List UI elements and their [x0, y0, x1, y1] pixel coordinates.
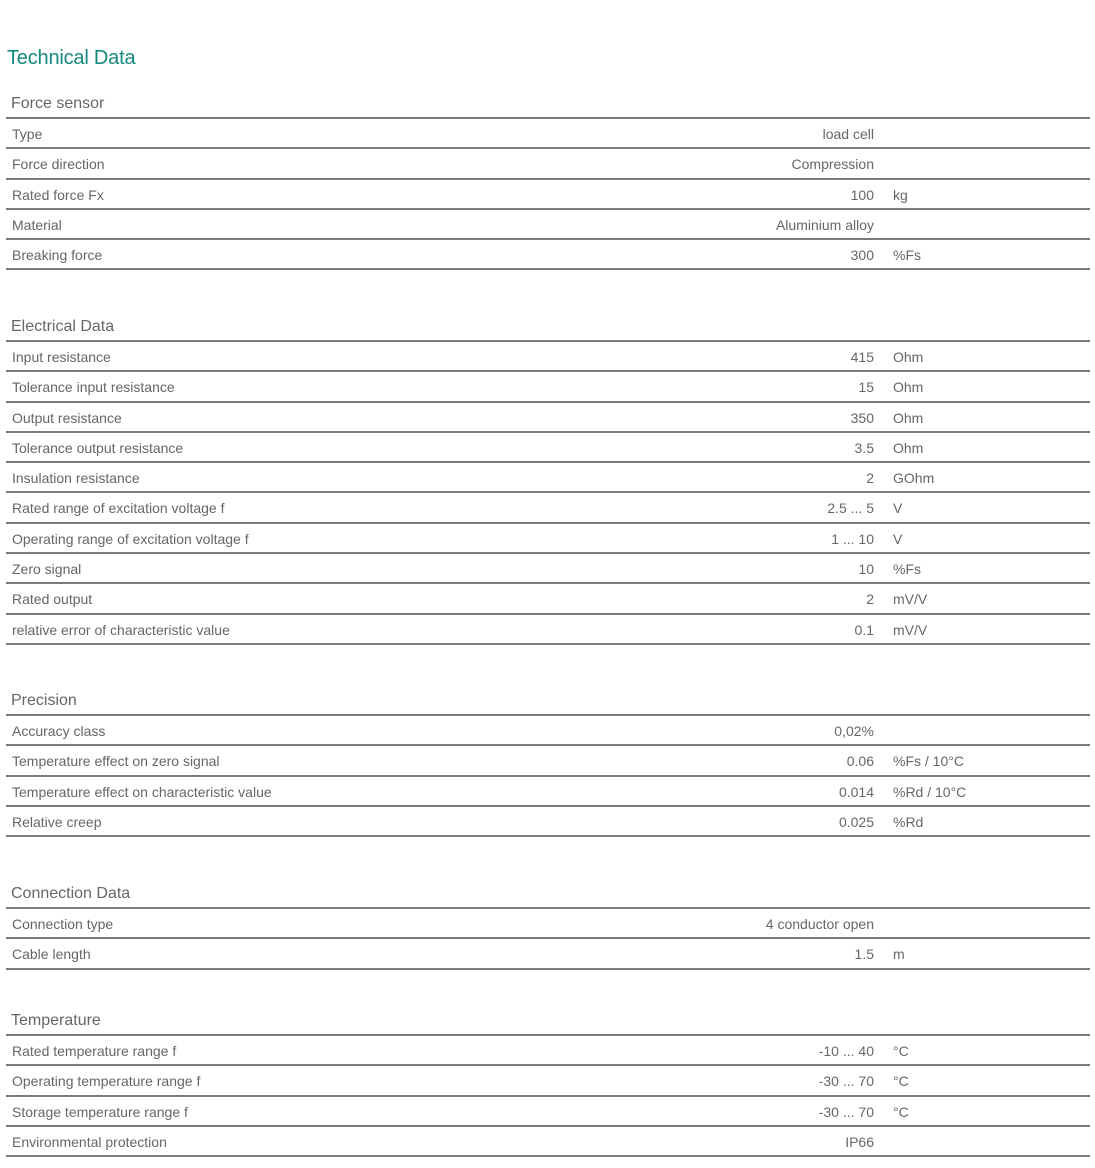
- table-row: [6, 240, 1090, 270]
- row-unit: Ohm: [893, 349, 924, 365]
- section-electrical-data: [6, 314, 1090, 645]
- row-label: Environmental protection: [12, 1133, 167, 1150]
- table-row: [6, 149, 1090, 179]
- table-row: [6, 746, 1090, 776]
- row-unit: Ohm: [893, 379, 924, 396]
- row-value: 0.014: [838, 783, 874, 800]
- row-unit: mV/V: [893, 621, 928, 638]
- section-header: Temperature: [6, 1008, 1090, 1036]
- row-label: Force direction: [12, 156, 105, 173]
- row-label: Material: [12, 216, 62, 233]
- row-value: 4 conductor open: [765, 916, 874, 932]
- table-row: [6, 716, 1090, 746]
- section-temperature: [6, 1008, 1090, 1157]
- table-row: [6, 433, 1090, 463]
- row-value: 0.025: [838, 813, 874, 830]
- page-title: Technical Data: [7, 47, 136, 69]
- row-unit: Ohm: [893, 409, 924, 426]
- row-value: 350: [850, 409, 874, 426]
- row-label: Rated temperature range f: [12, 1043, 177, 1059]
- section-header: Electrical Data: [6, 314, 1090, 342]
- row-value: 1.5: [854, 946, 874, 963]
- row-label: Rated force Fx: [12, 186, 104, 203]
- row-label: Operating range of excitation voltage f: [12, 530, 249, 547]
- row-label: Operating temperature range f: [12, 1073, 201, 1090]
- row-label: Temperature effect on characteristic value: [12, 783, 272, 800]
- table-row: [6, 615, 1090, 645]
- table-row: [6, 119, 1090, 149]
- table-row: [6, 463, 1090, 493]
- table-row: [6, 939, 1090, 969]
- row-value: Aluminium alloy: [775, 216, 874, 233]
- row-label: Storage temperature range f: [12, 1103, 188, 1120]
- row-value: 415: [850, 349, 874, 365]
- row-value: -30 ... 70: [818, 1103, 874, 1120]
- row-value: 15: [858, 379, 874, 396]
- table-row: [6, 524, 1090, 554]
- table-row: [6, 1097, 1090, 1127]
- table-row: [6, 909, 1090, 939]
- row-unit: kg: [893, 186, 908, 203]
- table-row: [6, 584, 1090, 614]
- row-value: 0,02%: [834, 723, 874, 739]
- row-value: 0.06: [846, 753, 874, 770]
- row-value: 0.1: [854, 621, 874, 638]
- table-row: [6, 493, 1090, 523]
- row-label: Zero signal: [12, 561, 82, 578]
- row-unit: %Fs: [893, 561, 921, 578]
- table-row: [6, 807, 1090, 837]
- row-value: 300: [850, 247, 874, 264]
- row-label: Rated range of excitation voltage f: [12, 500, 225, 517]
- row-unit: m: [893, 946, 905, 963]
- table-row: [6, 1036, 1090, 1066]
- row-value: 100: [850, 186, 874, 203]
- section-force-sensor: [6, 91, 1090, 270]
- row-label: Connection type: [12, 916, 114, 932]
- table-row: [6, 777, 1090, 807]
- row-unit: %Rd / 10°C: [893, 783, 967, 800]
- table-row: [6, 1127, 1090, 1157]
- row-value: 2.5 ... 5: [827, 500, 874, 517]
- section-precision: [6, 688, 1090, 837]
- row-label: Tolerance output resistance: [12, 439, 184, 456]
- table-row: [6, 372, 1090, 402]
- row-unit: °C: [893, 1043, 909, 1059]
- row-label: Type: [12, 126, 43, 142]
- row-value: 10: [858, 561, 874, 578]
- row-label: Cable length: [12, 946, 91, 963]
- row-unit: V: [893, 530, 903, 547]
- section-header: Precision: [6, 688, 1090, 716]
- row-unit: %Fs / 10°C: [893, 753, 964, 770]
- row-label: Tolerance input resistance: [12, 379, 175, 396]
- row-label: Rated output: [12, 591, 93, 608]
- section-header: Force sensor: [6, 91, 1090, 119]
- table-row: [6, 403, 1090, 433]
- row-value: 3.5: [854, 439, 874, 456]
- row-label: Accuracy class: [12, 723, 106, 739]
- row-value: Compression: [791, 156, 874, 173]
- row-value: -10 ... 40: [818, 1043, 874, 1059]
- row-label: Insulation resistance: [12, 470, 140, 487]
- row-unit: °C: [893, 1073, 909, 1090]
- table-row: [6, 342, 1090, 372]
- row-label: Temperature effect on zero signal: [12, 753, 220, 770]
- row-unit: V: [893, 500, 903, 517]
- row-unit: %Rd: [893, 813, 924, 830]
- table-row: [6, 554, 1090, 584]
- row-label: relative error of characteristic value: [12, 621, 230, 638]
- table-row: [6, 1066, 1090, 1096]
- row-label: Relative creep: [12, 813, 102, 830]
- row-value: 2: [866, 470, 874, 487]
- row-value: 2: [866, 591, 874, 608]
- row-unit: %Fs: [893, 247, 921, 264]
- row-value: IP66: [845, 1133, 874, 1150]
- row-unit: GOhm: [893, 470, 935, 487]
- section-header: Connection Data: [6, 881, 1090, 909]
- table-row: [6, 180, 1090, 210]
- row-value: 1 ... 10: [831, 530, 874, 547]
- row-label: Output resistance: [12, 409, 122, 426]
- row-unit: mV/V: [893, 591, 928, 608]
- row-label: Input resistance: [12, 349, 111, 365]
- row-value: -30 ... 70: [818, 1073, 874, 1090]
- row-unit: °C: [893, 1103, 909, 1120]
- row-label: Breaking force: [12, 247, 103, 264]
- table-row: [6, 210, 1090, 240]
- section-connection-data: [6, 881, 1090, 970]
- row-unit: Ohm: [893, 439, 924, 456]
- row-value: load cell: [822, 126, 874, 142]
